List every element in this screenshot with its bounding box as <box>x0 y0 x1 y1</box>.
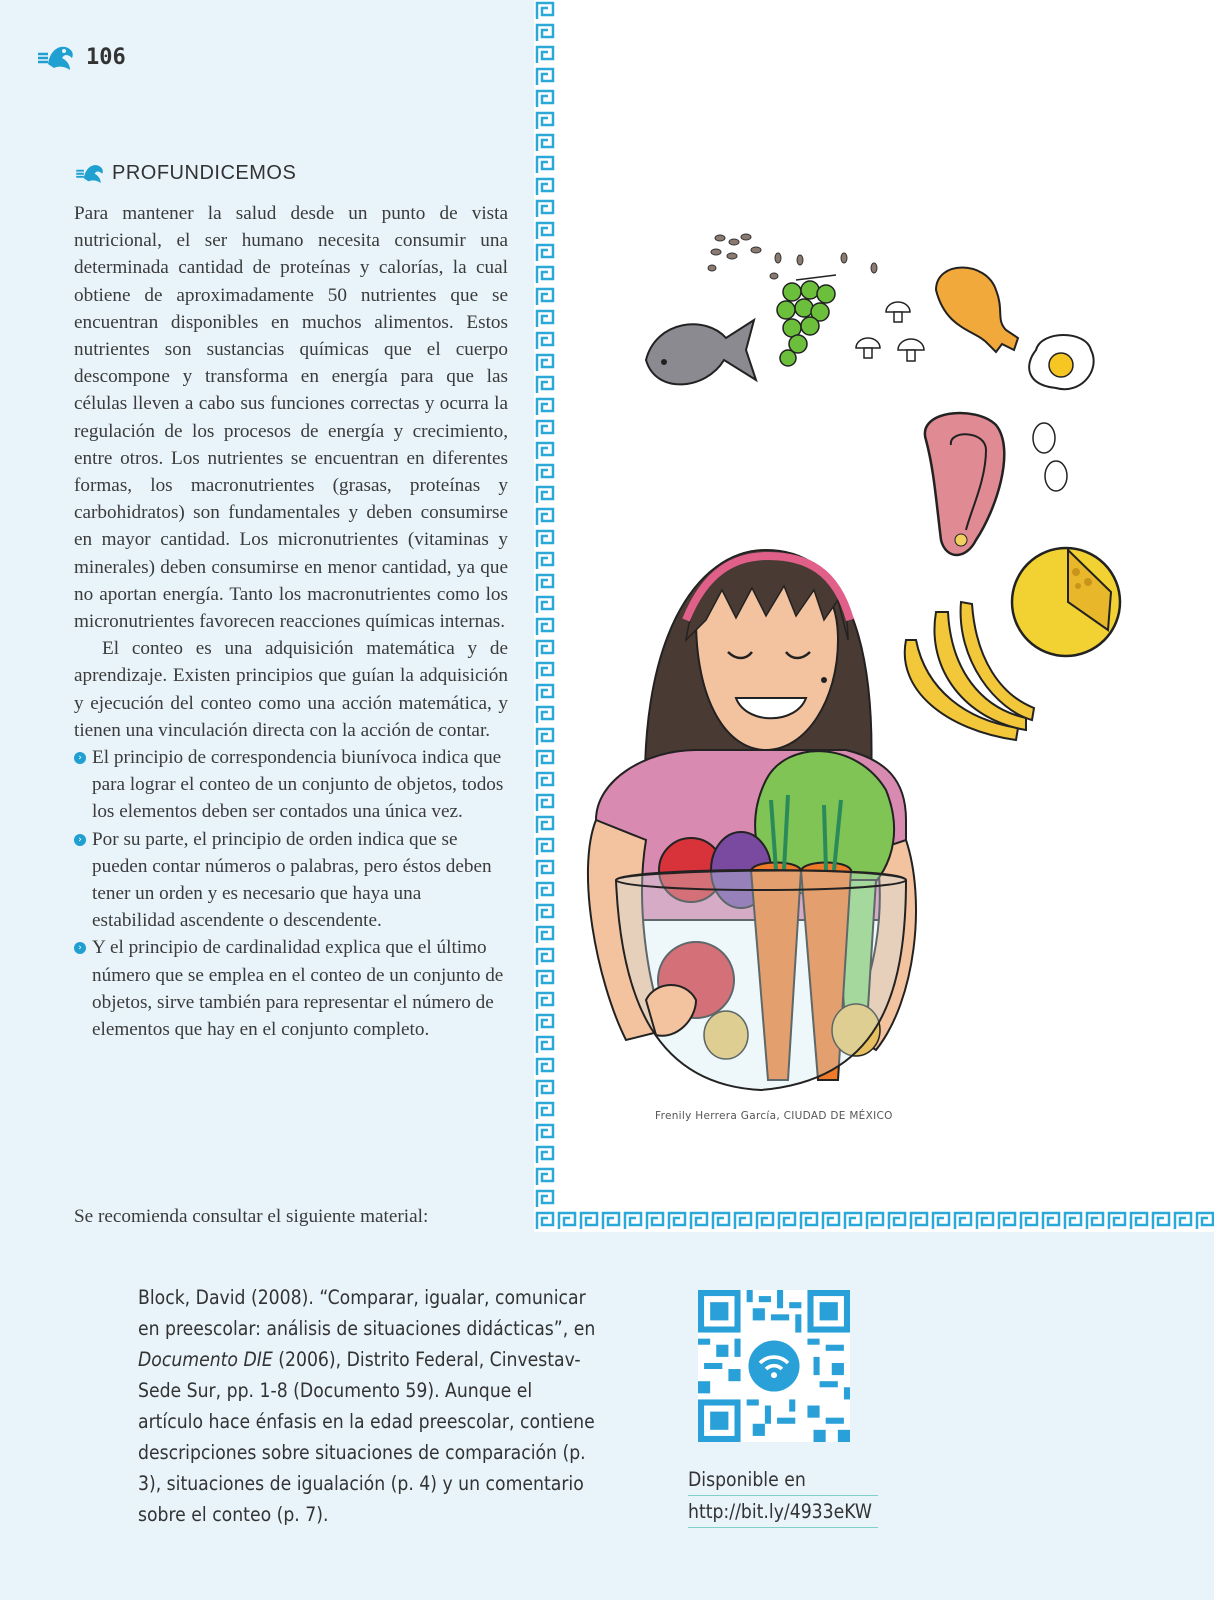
paragraph: El conteo es una adquisición matemática y de aprendizaje. Existen principios que guían la adquisición y ejecución del conteo como una acción matemática, y tienen una vinculación directa con la acción de contar. <box>74 638 508 741</box>
document-title: Documento DIE <box>138 1348 273 1371</box>
chicken-leg-icon <box>936 268 1018 353</box>
girl-with-food-illustration <box>556 220 1156 1120</box>
qr-code[interactable] <box>698 1290 850 1442</box>
page-header <box>36 40 126 74</box>
list-item: › Por su parte, el principio de orden indica que se pueden contar números o palabras, pero éstos deben tener un orden y es necesario que haya una estabilidad ascendente o descendente. <box>74 826 508 935</box>
availability-label: Disponible en <box>688 1464 878 1496</box>
seeds-icon <box>708 234 877 279</box>
greek-key-border <box>534 0 556 1232</box>
list-item: › El principio de correspondencia biunívoca indica que para lograr el conteo de un conjunto de objetos, todos los elementos deben ser contados una única vez. <box>74 744 508 826</box>
availability-link[interactable]: http://bit.ly/4933eKW <box>688 1496 878 1528</box>
cheese-icon <box>1012 548 1120 656</box>
eggs-icon <box>1033 423 1067 491</box>
section-heading: PROFUNDICEMOS <box>112 161 297 184</box>
section-header <box>74 160 296 186</box>
bibliographic-reference: Block, David (2008). “Comparar, igualar, comunicar en preescolar: análisis de situaciones didácticas”, en Documento DIE (2006), Distrito Federal, Cinvestav-Sede Sur, pp. 1-8 (Documento 59). Aunque el artículo hace énfasis en la edad preescolar, contiene descripciones sobre situaciones de comparación (p. 3), situaciones de igualación (p. 4) y un comentario sobre el conteo (p. 7). <box>138 1286 596 1526</box>
bullet-chevron-icon: › <box>74 942 86 954</box>
principles-list <box>74 744 508 1043</box>
bananas-icon <box>905 602 1034 740</box>
steak-icon <box>925 413 1004 555</box>
body-text <box>74 200 508 1043</box>
bullet-chevron-icon: › <box>74 752 86 764</box>
availability <box>688 1464 878 1528</box>
paragraph: Para mantener la salud desde un punto de vista nutricional, el ser humano necesita consumir una determinada cantidad de proteínas y calorías, la cual obtiene de aproximadamente 50 nutrientes que se encuentran disponibles en muchos alimentos. Estos nutrientes son sustancias químicas que el cuerpo descompone y transforma en energía para que las células lleven a cabo sus funciones correctas y ocurra la regulación de los procesos de energía y crecimiento, entre otros. Los nutrientes se encuentran en diferentes formas, los macronutrientes (grasas, proteínas y carbohidratos) son fundamentales y deben consumirse en mayor cantidad. Los micronutrientes (vitaminas y minerales) deben consumirse en menor cantidad, ya que no aportan energía. Tanto los macronutrientes como los micronutrientes favorecen reacciones químicas internas. <box>74 203 508 633</box>
fried-egg-icon <box>1029 335 1093 389</box>
greek-key-border <box>534 1210 1214 1232</box>
page-number: 106 <box>86 44 126 70</box>
bullet-chevron-icon: › <box>74 834 86 846</box>
list-item: › Y el principio de cardinalidad explica que el último número que se emplea en el conteo de un conjunto de objetos, sirve también para representar el número de elementos que hay en el conjunto completo. <box>74 934 508 1043</box>
illustration-credit: Frenily Herrera García, CIUDAD DE MÉXICO <box>655 1110 893 1122</box>
fish-icon <box>646 320 756 384</box>
bird-emblem-icon <box>74 160 106 186</box>
bird-emblem-icon <box>36 40 76 74</box>
recommendation-text: Se recomienda consultar el siguiente material: <box>74 1206 429 1227</box>
grapes-icon <box>777 275 836 366</box>
mushrooms-icon <box>856 302 924 361</box>
glass-bowl-icon <box>616 870 906 1090</box>
